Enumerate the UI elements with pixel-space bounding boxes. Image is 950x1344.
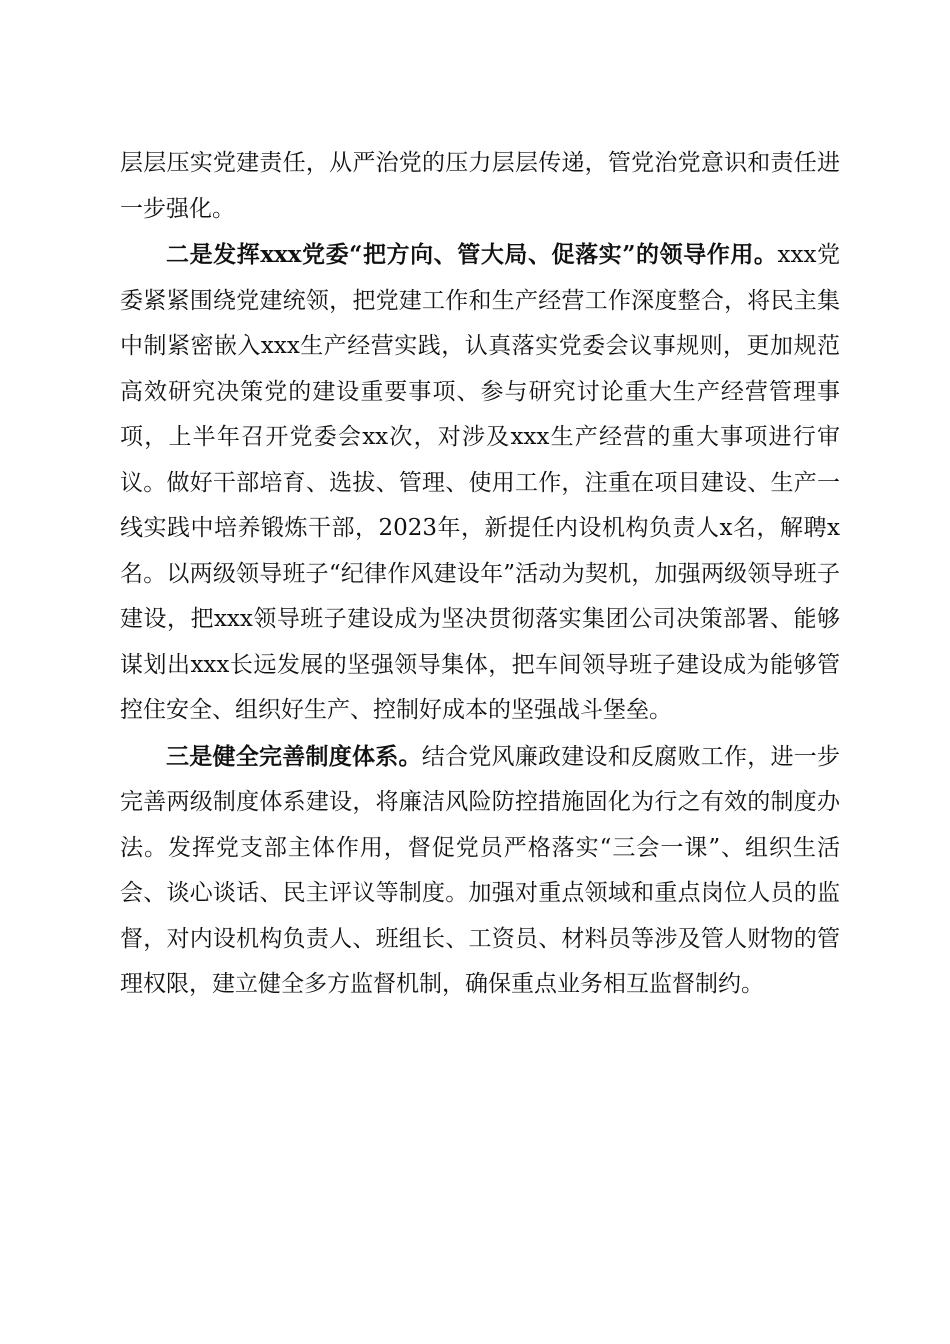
paragraph-3: [120, 734, 840, 1008]
paragraph-2: [120, 232, 840, 734]
paragraph-2-body: xxx党委紧紧围绕党建统领，把党建工作和生产经营工作深度整合，将民主集中制紧密嵌入xxx生产经营实践，认真落实党委会议事规则，更加规范高效研究决策党的建设重要事项、参与研究讨论重大生产经营管理事项，上半年召开党委会xx次，对涉及xxx生产经营的重大事项进行审议。做好干部培育、选拔、管理、使用工作，注重在项目建设、生产一线实践中培养锻炼干部，2023年，新提任内设机构负责人x名，解聘x名。以两级领导班子“纪律作风建设年”活动为契机，加强两级领导班子建设，把xxx领导班子建设成为坚决贯彻落实集团公司决策部署、能够谋划出xxx长远发展的坚强领导集体，把车间领导班子建设成为能够管控住安全、组织好生产、控制好成本的坚强战斗堡垒。: [120, 242, 840, 723]
paragraph-2-lead: 二是发挥xxx党委“把方向、管大局、促落实”的领导作用。: [166, 241, 778, 268]
paragraph-1: [120, 140, 840, 232]
paragraph-1-body: 层层压实党建责任，从严治党的压力层层传递，管党治党意识和责任进一步强化。: [120, 150, 840, 222]
paragraph-3-body: 结合党风廉政建设和反腐败工作，进一步完善两级制度体系建设，将廉洁风险防控措施固化为行之有效的制度办法。发挥党支部主体作用，督促党员严格落实“三会一课”、组织生活会、谈心谈话、民主评议等制度。加强对重点领域和重点岗位人员的监督，对内设机构负责人、班组长、工资员、材料员等涉及管人财物的管理权限，建立健全多方监督机制，确保重点业务相互监督制约。: [120, 743, 840, 997]
document-body: [120, 140, 840, 1008]
paragraph-3-lead: 三是健全完善制度体系。: [166, 742, 422, 770]
